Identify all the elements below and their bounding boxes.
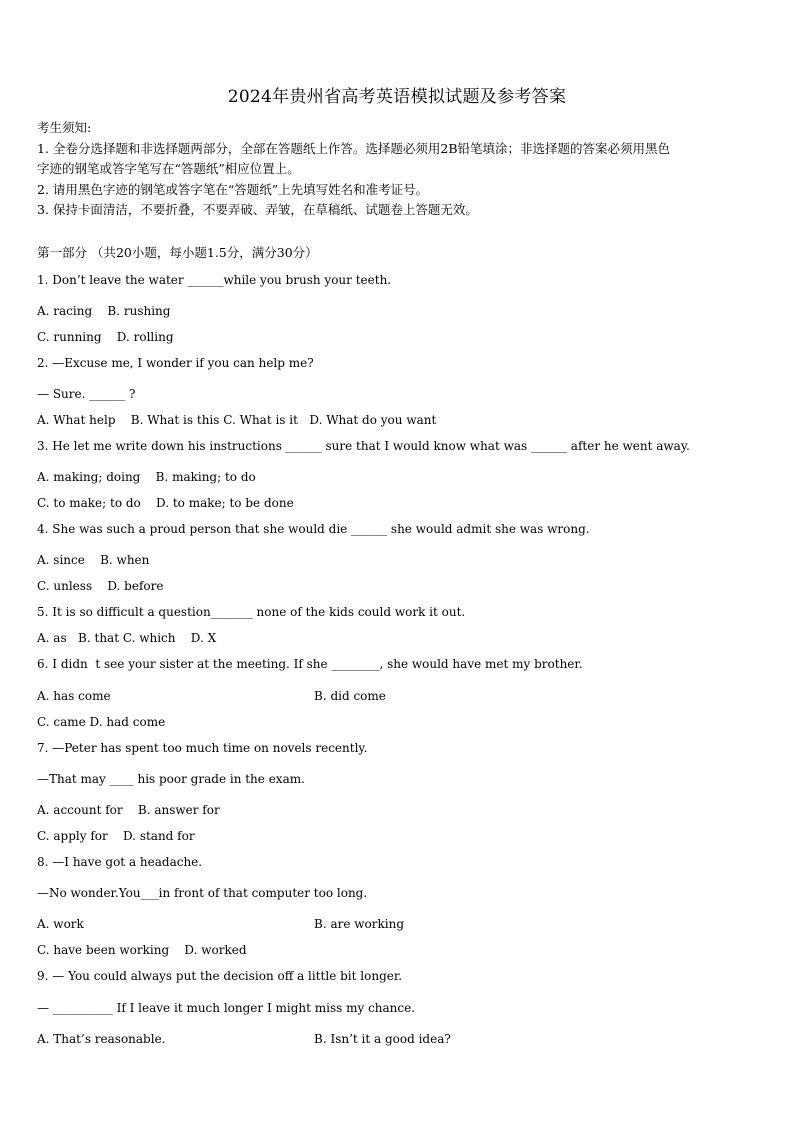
options-line: A. has come: [37, 689, 111, 703]
exam-notice: [37, 118, 757, 221]
notice-item: 3. 保持卡面清洁，不要折叠，不要弄破、弄皱，在草稿纸、试题卷上答题无效。: [37, 202, 478, 217]
question-line: 7. —Peter has spent too much time on novels recently.: [37, 741, 368, 755]
question-line: 2. —Excuse me, I wonder if you can help me?: [37, 356, 314, 370]
options-line: C. unless D. before: [37, 579, 164, 593]
question-line: 8. —I have got a headache.: [37, 855, 203, 869]
question-line: —That may ____ his poor grade in the exam.: [37, 772, 305, 786]
notice-heading: 考生须知:: [37, 120, 92, 135]
option-right: B. are working: [314, 917, 405, 931]
question-line: 6. I didn t see your sister at the meeting. If she ________, she would have met my brother.: [37, 657, 583, 671]
question-line: 1. Don’t leave the water ______while you brush your teeth.: [37, 273, 392, 287]
options-line: A. work: [37, 917, 84, 931]
section-heading: 第一部分 （共20小题，每小题1.5分，满分30分）: [37, 245, 318, 260]
question-line: 3. He let me write down his instructions ______ sure that I would know what was ______ after he went away.: [37, 439, 690, 453]
options-line: A. as B. that C. which D. X: [37, 631, 217, 645]
question-line: —No wonder.You___in front of that computer too long.: [37, 886, 368, 900]
question-line: — __________ If I leave it much longer I might miss my chance.: [37, 1001, 416, 1015]
option-right: B. did come: [314, 689, 386, 703]
question-line: — Sure. ______ ?: [37, 387, 136, 401]
options-line: C. have been working D. worked: [37, 943, 247, 957]
notice-item: 字迹的钢笔或答字笔写在“答题纸”相应位置上。: [37, 161, 300, 176]
question-line: 5. It is so difficult a question_______ none of the kids could work it out.: [37, 605, 466, 619]
option-right: B. Isn’t it a good idea?: [314, 1032, 451, 1046]
options-line: A. making; doing B. making; to do: [37, 470, 256, 484]
options-line: A. account for B. answer for: [37, 803, 220, 817]
question-line: 4. She was such a proud person that she would die ______ she would admit she was wrong.: [37, 522, 590, 536]
options-line: A. What help B. What is this C. What is it D. What do you want: [37, 413, 437, 427]
notice-item: 2. 请用黑色字迹的钢笔或答字笔在“答题纸”上先填写姓名和准考证号。: [37, 181, 429, 197]
options-line: C. came D. had come: [37, 715, 166, 729]
options-line: A. That’s reasonable.: [37, 1032, 166, 1046]
options-line: C. apply for D. stand for: [37, 829, 195, 843]
page-title: 2024年贵州省高考英语模拟试题及参考答案: [227, 87, 567, 107]
options-line: A. racing B. rushing: [37, 304, 171, 318]
options-line: C. to make; to do D. to make; to be done: [37, 496, 294, 510]
options-line: A. since B. when: [37, 553, 150, 567]
question-line: 9. — You could always put the decision off a little bit longer.: [37, 969, 403, 983]
notice-item: 1. 全卷分选择题和非选择题两部分，全部在答题纸上作答。选择题必须用2B铅笔填涂；非选择题的答案必须用黑色: [37, 140, 671, 156]
options-line: C. running D. rolling: [37, 330, 174, 344]
